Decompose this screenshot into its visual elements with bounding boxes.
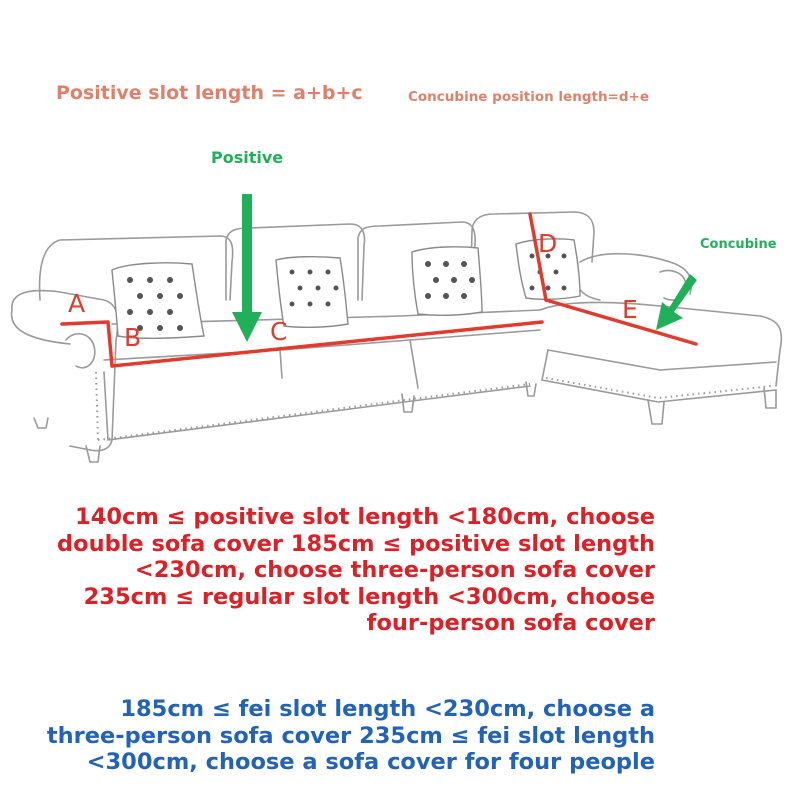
guide-line: three-person sofa cover 235cm ≤ fei slot length — [46, 722, 655, 749]
segment-label-c: C — [270, 317, 288, 346]
guide-line: <300cm, choose a sofa cover for four people — [86, 749, 655, 775]
concubine-length-formula: Concubine position length=d+e — [408, 89, 649, 105]
positive-size-guide — [57, 504, 655, 637]
concubine-arrow-icon — [656, 274, 697, 330]
concubine-arrow-label: Concubine — [700, 237, 777, 252]
guide-line: 185cm ≤ fei slot length <230cm, choose a — [120, 696, 655, 722]
segment-label-e: E — [622, 295, 638, 324]
segment-label-d: D — [538, 229, 558, 258]
positive-slot-formula: Positive slot length = a+b+c — [56, 82, 363, 104]
guide-line: double sofa cover 185cm ≤ positive slot length — [57, 530, 655, 557]
segment-label-a: A — [68, 289, 86, 318]
positive-arrow-icon — [232, 194, 262, 342]
guide-line: 140cm ≤ positive slot length <180cm, choose — [75, 504, 655, 530]
concubine-size-guide — [47, 696, 655, 776]
segment-label-b: B — [124, 323, 142, 352]
guide-line: <230cm, choose three-person sofa cover — [134, 557, 655, 583]
guide-line: 235cm ≤ regular slot length <300cm, choose — [83, 583, 655, 610]
positive-arrow-label: Positive — [211, 148, 284, 167]
guide-line: four-person sofa cover — [366, 610, 655, 636]
